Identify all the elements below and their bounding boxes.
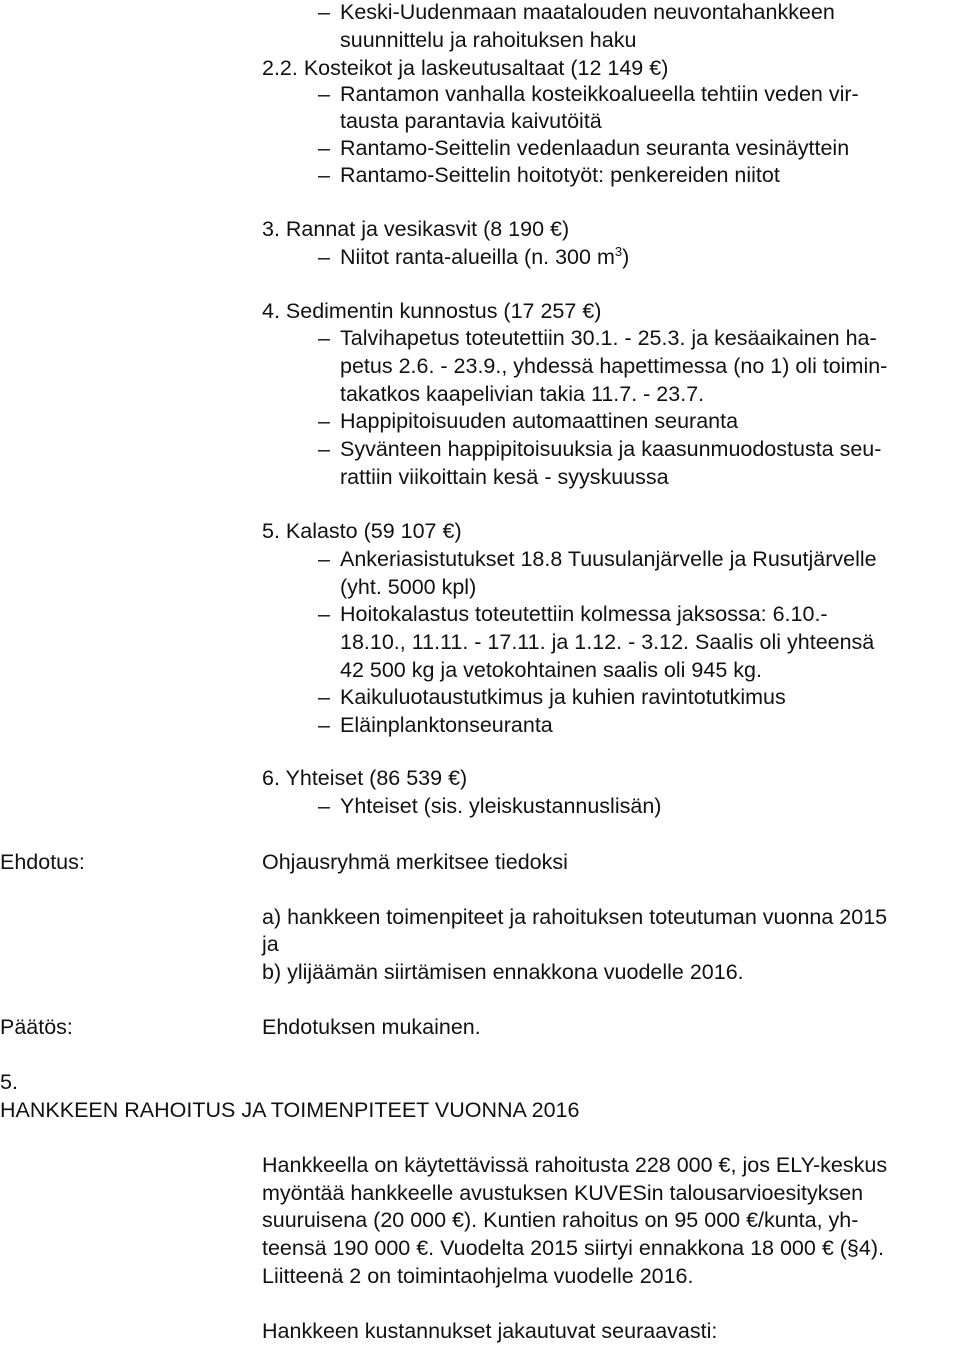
closing-line: Hankkeen kustannukset jakautuvat seuraavasti: bbox=[262, 1319, 718, 1343]
section-heading-3: 3. Rannat ja vesikasvit (8 190 €) bbox=[262, 217, 570, 241]
list-item-continuation: (yht. 5000 kpl) bbox=[340, 575, 477, 599]
list-item bbox=[340, 243, 629, 271]
dash-marker: – bbox=[318, 685, 330, 709]
list-item: Keski-Uudenmaan maatalouden neuvontahankkeen bbox=[340, 0, 835, 24]
proposal-item-a: a) hankkeen toimenpiteet ja rahoituksen toteutuman vuonna 2015 bbox=[262, 905, 888, 929]
dash-marker: – bbox=[318, 602, 330, 626]
dash-marker: – bbox=[318, 245, 330, 269]
list-item: Yhteiset (sis. yleiskustannuslisän) bbox=[340, 794, 662, 818]
list-item-continuation: rattiin viikoittain kesä - syyskuussa bbox=[340, 465, 669, 489]
body-paragraph-line: myöntää hankkeelle avustuksen KUVESin talousarvioesityksen bbox=[262, 1181, 864, 1205]
body-paragraph-line: teensä 190 000 €. Vuodelta 2015 siirtyi ennakkona 18 000 € (§4). bbox=[262, 1236, 884, 1260]
list-item: Rantamon vanhalla kosteikkoalueella tehtiin veden vir- bbox=[340, 82, 859, 106]
dash-marker: – bbox=[318, 547, 330, 571]
proposal-item-a-continuation: ja bbox=[262, 932, 279, 956]
list-item: Rantamo-Seittelin hoitotyöt: penkereiden niitot bbox=[340, 163, 780, 187]
list-item-continuation: petus 2.6. - 23.9., yhdessä hapettimessa (no 1) oli toimin- bbox=[340, 354, 888, 378]
superscript: 3 bbox=[614, 244, 623, 259]
list-item: Syvänteen happipitoisuuksia ja kaasunmuodostusta seu- bbox=[340, 437, 882, 461]
proposal-label: Ehdotus: bbox=[0, 850, 85, 874]
decision-text: Ehdotuksen mukainen. bbox=[262, 1015, 481, 1039]
list-item: Eläinplanktonseuranta bbox=[340, 713, 553, 737]
proposal-intro: Ohjausryhmä merkitsee tiedoksi bbox=[262, 850, 568, 874]
dash-marker: – bbox=[318, 136, 330, 160]
decision-label: Päätös: bbox=[0, 1015, 73, 1039]
dash-marker: – bbox=[318, 0, 330, 24]
section-heading-6: 6. Yhteiset (86 539 €) bbox=[262, 766, 468, 790]
list-item: Talvihapetus toteutettiin 30.1. - 25.3. ja kesäaikainen ha- bbox=[340, 326, 877, 350]
list-item: Happipitoisuuden automaattinen seuranta bbox=[340, 409, 739, 433]
dash-marker: – bbox=[318, 713, 330, 737]
list-item-continuation: tausta parantavia kaivutöitä bbox=[340, 109, 602, 133]
agenda-item-title: HANKKEEN RAHOITUS JA TOIMENPITEET VUONNA 2016 bbox=[0, 1098, 580, 1122]
dash-marker: – bbox=[318, 794, 330, 818]
list-item-continuation: 42 500 kg ja vetokohtainen saalis oli 945 kg. bbox=[340, 658, 762, 682]
list-item: Kaikuluotaustutkimus ja kuhien ravintotutkimus bbox=[340, 685, 786, 709]
list-item: Rantamo-Seittelin vedenlaadun seuranta vesinäyttein bbox=[340, 136, 850, 160]
proposal-item-b: b) ylijäämän siirtämisen ennakkona vuodelle 2016. bbox=[262, 960, 744, 984]
list-item-continuation: suunnittelu ja rahoituksen haku bbox=[340, 28, 637, 52]
body-paragraph-line: Liitteenä 2 on toimintaohjelma vuodelle 2016. bbox=[262, 1264, 694, 1288]
list-item-tail: ) bbox=[622, 245, 630, 269]
list-item: Hoitokalastus toteutettiin kolmessa jaksossa: 6.10.- bbox=[340, 602, 828, 626]
body-paragraph-line: Hankkeella on käytettävissä rahoitusta 228 000 €, jos ELY-keskus bbox=[262, 1153, 888, 1177]
list-item-continuation: 18.10., 11.11. - 17.11. ja 1.12. - 3.12. Saalis oli yhteensä bbox=[340, 630, 875, 654]
body-paragraph-line: suuruisena (20 000 €). Kuntien rahoitus on 95 000 €/kunta, yh- bbox=[262, 1208, 859, 1232]
dash-marker: – bbox=[318, 437, 330, 461]
dash-marker: – bbox=[318, 326, 330, 350]
list-item: Ankeriasistutukset 18.8 Tuusulanjärvelle ja Rusutjärvelle bbox=[340, 547, 877, 571]
dash-marker: – bbox=[318, 82, 330, 106]
section-heading-4: 4. Sedimentin kunnostus (17 257 €) bbox=[262, 299, 602, 323]
dash-marker: – bbox=[318, 163, 330, 187]
list-item-continuation: takatkos kaapelivian takia 11.7. - 23.7. bbox=[340, 382, 705, 406]
list-item-text: Niitot ranta-alueilla (n. 300 m bbox=[340, 245, 615, 269]
section-heading-5: 5. Kalasto (59 107 €) bbox=[262, 519, 462, 543]
section-heading-2-2: 2.2. Kosteikot ja laskeutusaltaat (12 149 €) bbox=[262, 56, 669, 80]
dash-marker: – bbox=[318, 409, 330, 433]
agenda-item-number: 5. bbox=[0, 1070, 18, 1094]
